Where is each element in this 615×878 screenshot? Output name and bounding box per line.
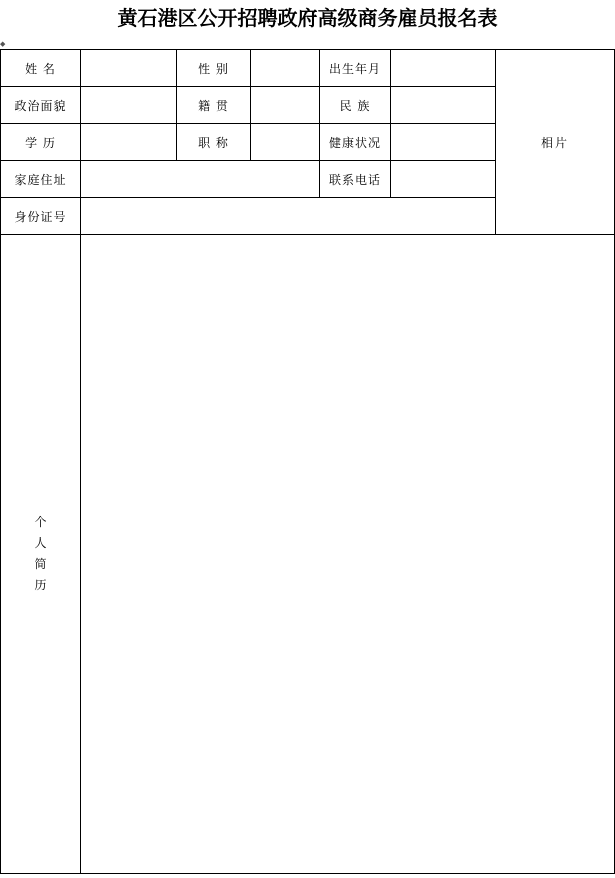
resume-field[interactable] (81, 235, 615, 874)
id-number-label: 身份证号 (1, 198, 81, 235)
address-field[interactable] (81, 161, 320, 198)
form-title: 黄石港区公开招聘政府高级商务雇员报名表 (117, 6, 498, 30)
address-label: 家庭住址 (1, 161, 81, 198)
id-number-field[interactable] (81, 198, 496, 235)
table-row (1, 50, 615, 87)
politics-label: 政治面貌 (1, 87, 81, 124)
education-field[interactable] (81, 124, 177, 161)
phone-label: 联系电话 (320, 161, 391, 198)
name-field[interactable] (81, 50, 177, 87)
resume-label-cell (1, 235, 81, 874)
corner-marker-icon: ◆ (0, 40, 6, 48)
native-place-label: 籍 贯 (177, 87, 251, 124)
politics-field[interactable] (81, 87, 177, 124)
title-rank-field[interactable] (251, 124, 320, 161)
resume-label: 个人简历 (34, 515, 47, 592)
gender-field[interactable] (251, 50, 320, 87)
gender-label: 性 别 (177, 50, 251, 87)
title-rank-label: 职 称 (177, 124, 251, 161)
health-label: 健康状况 (320, 124, 391, 161)
ethnicity-field[interactable] (391, 87, 496, 124)
education-label: 学 历 (1, 124, 81, 161)
table-row (1, 235, 615, 874)
phone-field[interactable] (391, 161, 496, 198)
birth-date-field[interactable] (391, 50, 496, 87)
health-field[interactable] (391, 124, 496, 161)
native-place-field[interactable] (251, 87, 320, 124)
registration-form-table (0, 49, 615, 874)
name-label: 姓 名 (1, 50, 81, 87)
photo-box: 相片 (496, 50, 615, 235)
ethnicity-label: 民 族 (320, 87, 391, 124)
birth-date-label: 出生年月 (320, 50, 391, 87)
